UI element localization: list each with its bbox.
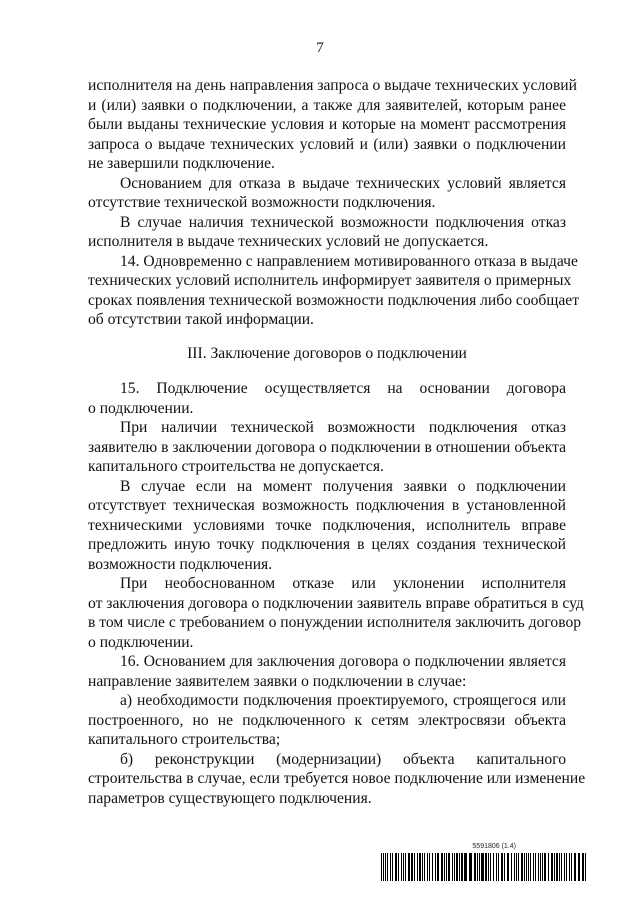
barcode-bar xyxy=(569,853,570,881)
barcode-bar xyxy=(535,853,536,881)
text-line: и (или) заявки о подключении, а также для заявителей, которым ранее xyxy=(88,96,566,114)
text-line: технических условий исполнитель информирует заявителя о примерных xyxy=(88,272,572,289)
text-line: отсутствие технической возможности подключения. xyxy=(88,194,436,211)
text-line: запроса о выдаче технических условий и (или) заявки о подключении xyxy=(88,135,566,153)
barcode-bar xyxy=(540,853,541,881)
text-line: о подключении. xyxy=(88,633,194,651)
barcode-bar xyxy=(411,853,413,881)
barcode-bar xyxy=(556,853,558,881)
barcode-bar xyxy=(526,853,527,881)
text-line: построенного, но не подключенного к сетям электросвязи объекта xyxy=(88,711,566,729)
section-heading: III. Заключение договоров о подключении xyxy=(187,344,467,362)
text-line: были выданы технические условия и которые на момент рассмотрения xyxy=(88,116,566,133)
text-line: об отсутствии такой информации. xyxy=(88,311,314,328)
barcode-bar xyxy=(419,853,421,881)
barcode-bar xyxy=(461,853,463,881)
text-line: 14. Одновременно с направлением мотивированного отказа в выдаче xyxy=(120,252,578,270)
barcode-bar xyxy=(435,853,436,881)
barcode-bar xyxy=(446,853,447,881)
barcode-bar xyxy=(542,853,543,881)
text-line: не завершили подключение. xyxy=(88,155,275,172)
page-number: 7 xyxy=(316,40,324,56)
text-line: 15. Подключение осуществляется на основании договора xyxy=(120,380,566,397)
barcode-bar xyxy=(533,853,534,881)
barcode-bar xyxy=(474,853,476,881)
barcode-bar xyxy=(454,853,455,881)
barcode-bar xyxy=(514,853,515,881)
text-line: В случае если на момент получения заявки о подключении xyxy=(120,477,566,495)
text-line: капитального строительства; xyxy=(88,731,281,748)
barcode-bar xyxy=(422,853,423,881)
barcode-bar xyxy=(424,853,425,881)
text-line: а) необходимости подключения проектируемого, строящегося или xyxy=(120,692,566,709)
barcode-bar xyxy=(496,853,497,881)
text-line: заявителю в заключении договора о подключении в отношении объекта xyxy=(88,438,566,456)
barcode-image xyxy=(381,853,586,881)
barcode-bar xyxy=(521,853,523,881)
barcode-bar xyxy=(405,853,406,881)
barcode-bar xyxy=(564,853,565,881)
text-line: возможности подключения. xyxy=(88,555,273,573)
barcode-bar xyxy=(516,853,517,881)
barcode-bar xyxy=(538,853,539,881)
text-line: строительства в случае, если требуется новое подключение или изменение xyxy=(88,770,586,787)
barcode-bar xyxy=(464,853,467,881)
barcode-bar xyxy=(427,853,428,881)
barcode-bar xyxy=(485,853,487,881)
text-line: техническими условиями точке подключения, исполнитель вправе xyxy=(88,516,566,534)
barcode-bar xyxy=(578,853,580,881)
barcode-bar xyxy=(385,853,386,881)
barcode-bar xyxy=(395,853,397,881)
barcode-bar xyxy=(381,853,382,881)
text-line: сроках появления технической возможности подключения либо сообщает xyxy=(88,291,580,309)
barcode-bar xyxy=(398,853,399,881)
text-line: б) реконструкции (модернизации) объекта капитального xyxy=(120,750,566,768)
text-line: При необоснованном отказе или уклонении исполнителя xyxy=(120,575,566,592)
barcode-bar xyxy=(479,853,480,881)
barcode-bar xyxy=(501,853,503,881)
barcode-bar xyxy=(551,853,553,881)
barcode-bar xyxy=(456,853,458,881)
barcode-bar xyxy=(488,853,489,881)
barcode-bar xyxy=(383,853,384,881)
barcode-bar xyxy=(459,853,460,881)
barcode-bar xyxy=(493,853,494,881)
barcode-bar xyxy=(441,853,443,881)
text-line: В случае наличия технической возможности подключения отказ xyxy=(120,213,566,231)
barcode-bar xyxy=(511,853,512,881)
text-line: исполнителя на день направления запроса о выдаче технических условий xyxy=(88,77,578,94)
barcode-bar xyxy=(504,853,505,881)
barcode-bar xyxy=(559,853,560,881)
barcode-bar xyxy=(408,853,410,881)
document-body xyxy=(88,76,586,808)
barcode-bar xyxy=(498,853,499,881)
barcode-bar xyxy=(444,853,445,881)
barcode-bar xyxy=(432,853,433,881)
text-line: в том числе с требованием о понуждении исполнителя заключить договор xyxy=(88,614,582,631)
barcode-bar xyxy=(554,853,555,881)
barcode-bar xyxy=(544,853,546,881)
text-line: исполнителя в выдаче технических условий не допускается. xyxy=(88,233,489,250)
barcode-code: 5591806 (1.4) xyxy=(472,843,516,850)
barcode-bar xyxy=(481,853,484,881)
barcode-bar xyxy=(524,853,525,881)
barcode-bar xyxy=(548,853,549,881)
barcode-bar xyxy=(392,853,393,881)
barcode-bar xyxy=(490,853,491,881)
barcode-bar xyxy=(469,853,472,881)
barcode-bar xyxy=(437,853,439,881)
text-line: направление заявителем заявки о подключении в случае: xyxy=(88,672,467,690)
text-line: капитального строительства не допускается. xyxy=(88,458,384,475)
text-line: предложить иную точку подключения в целях создания технической xyxy=(88,536,566,553)
barcode-bar xyxy=(452,853,453,881)
barcode-bar xyxy=(390,853,391,881)
barcode-bar xyxy=(571,853,572,881)
barcode-bar xyxy=(585,853,586,881)
text-line: отсутствует техническая возможность подключения в установленной xyxy=(88,497,566,514)
barcode-bar xyxy=(387,853,388,881)
barcode-bar xyxy=(528,853,529,881)
barcode-bar xyxy=(530,853,531,881)
text-line: При наличии технической возможности подключения отказ xyxy=(120,419,566,436)
barcode-bar xyxy=(561,853,562,881)
barcode-bar xyxy=(518,853,519,881)
barcode-bar xyxy=(507,853,509,881)
barcode-bar xyxy=(566,853,567,881)
barcode-bar xyxy=(401,853,402,881)
text-line: от заключения договора о подключении заявитель вправе обратиться в суд xyxy=(88,594,584,612)
text-line: параметров существующего подключения. xyxy=(88,789,372,807)
barcode-bar xyxy=(582,853,584,881)
barcode-bar xyxy=(448,853,450,881)
text-line: о подключении. xyxy=(88,399,194,417)
barcode-bar xyxy=(403,853,404,881)
barcode-bar xyxy=(417,853,418,881)
barcode-area xyxy=(381,843,586,883)
text-line: Основанием для отказа в выдаче технических условий является xyxy=(120,174,566,192)
barcode-bar xyxy=(414,853,415,881)
barcode-bar xyxy=(429,853,430,881)
text-line: 16. Основанием для заключения договора о подключении является xyxy=(120,653,566,670)
barcode-bar xyxy=(574,853,576,881)
barcode-bar xyxy=(477,853,478,881)
